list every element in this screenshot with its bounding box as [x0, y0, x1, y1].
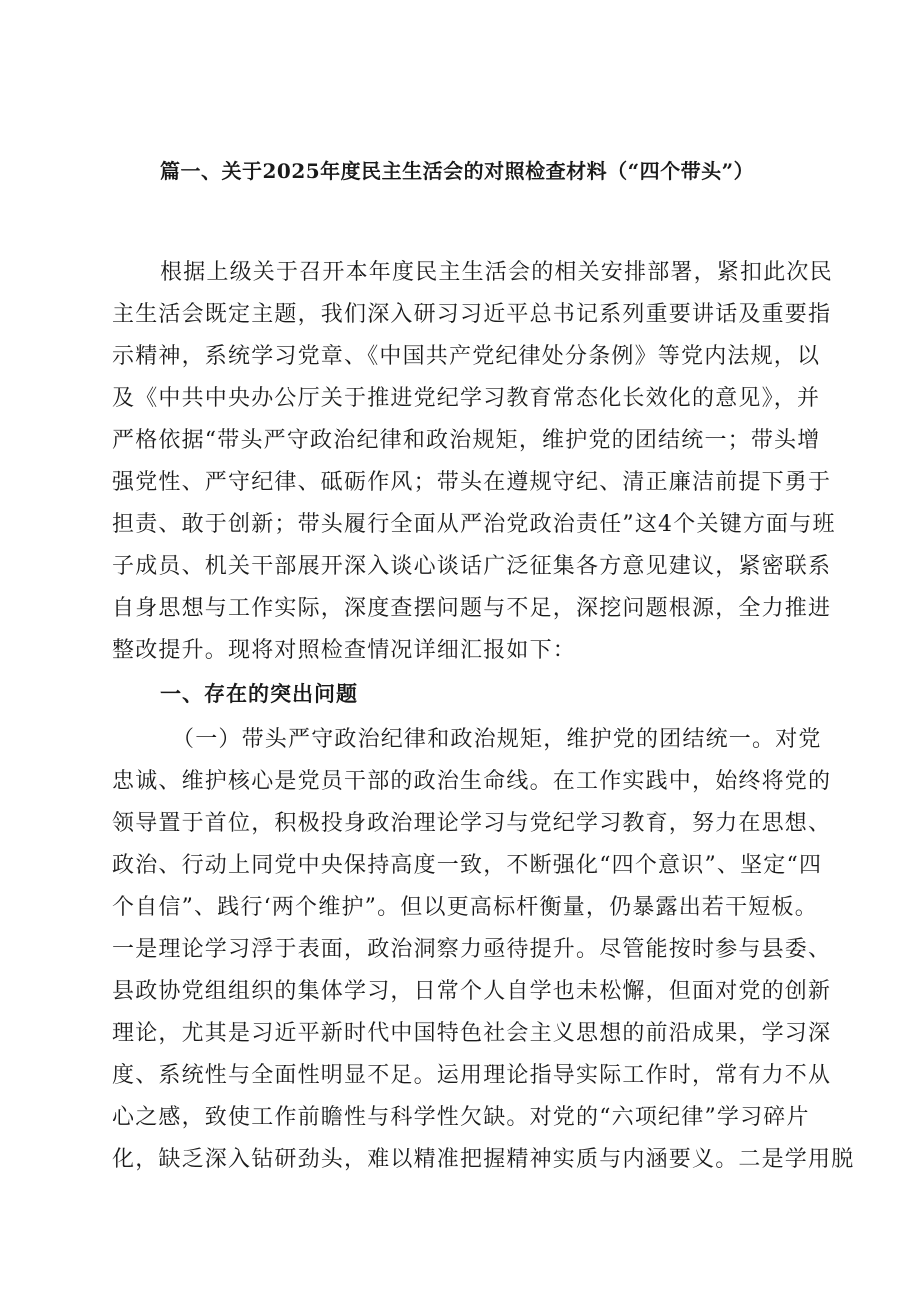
section-line: 一是理论学习浮于表面，政治洞察力亟待提升。尽管能按时参与县委、 — [112, 937, 832, 962]
intro-line: 子成员、机关干部展开深入谈心谈话广泛征集各方意见建议，紧密联系 — [112, 554, 832, 579]
section-one-paragraph — [112, 719, 855, 1181]
section-line: （一）带头严守政治纪律和政治规矩，维护党的团结统一。对党 — [172, 727, 822, 752]
intro-line: 示精神，系统学习党章、《中国共产党纪律处分条例》等党内法规，以 — [112, 344, 821, 369]
section-line: 县政协党组组织的集体学习，日常个人自学也未松懈，但面对党的创新 — [112, 979, 832, 1004]
intro-line: 根据上级关于召开本年度民主生活会的相关安排部署，紧扣此次民 — [160, 260, 833, 285]
intro-line: 严格依据“带头严守政治纪律和政治规矩，维护党的团结统一；带头增 — [112, 428, 821, 453]
section-line: 政治、行动上同党中央保持高度一致，不断强化“四个意识”、坚定“四 — [112, 853, 823, 878]
section-line: 理论，尤其是习近平新时代中国特色社会主义思想的前沿成果，学习深 — [112, 1021, 832, 1046]
intro-line: 强党性、严守纪律、砥砺作风；带头在遵规守纪、清正廉洁前提下勇于 — [112, 470, 832, 495]
document-title: 篇一、关于2025年度民主生活会的对照检查材料（“四个带头”） — [160, 159, 755, 183]
intro-paragraph — [112, 252, 836, 672]
intro-line: 担责、敢于创新；带头履行全面从严治党政治责任”这4个关键方面与班 — [112, 512, 836, 537]
intro-line: 主生活会既定主题，我们深入研习习近平总书记系列重要讲话及重要指 — [112, 302, 832, 327]
intro-line: 自身思想与工作实际，深度查摆问题与不足，深挖问题根源，全力推进 — [112, 596, 832, 621]
section-line: 化，缺乏深入钻研劲头，难以精准把握精神实质与内涵要义。二是学用脱 — [112, 1147, 855, 1172]
section-heading: 一、存在的突出问题 — [160, 681, 358, 706]
section-line: 心之感，致使工作前瞻性与科学性欠缺。对党的“六项纪律”学习碎片 — [112, 1105, 810, 1130]
intro-line: 及《中共中央办公厅关于推进党纪学习教育常态化长效化的意见》，并 — [112, 386, 821, 411]
section-line: 忠诚、维护核心是党员干部的政治生命线。在工作实践中，始终将党的 — [112, 769, 832, 794]
section-line: 领导置于首位，积极投身政治理论学习与党纪学习教育，努力在思想、 — [112, 811, 832, 836]
section-line: 度、系统性与全面性明显不足。运用理论指导实际工作时，常有力不从 — [112, 1063, 832, 1088]
section-line: 个自信”、践行‘两个维护”。但以更高标杆衡量，仍暴露出若干短板。 — [112, 895, 818, 920]
intro-line: 整改提升。现将对照检查情况详细汇报如下： — [112, 638, 577, 663]
